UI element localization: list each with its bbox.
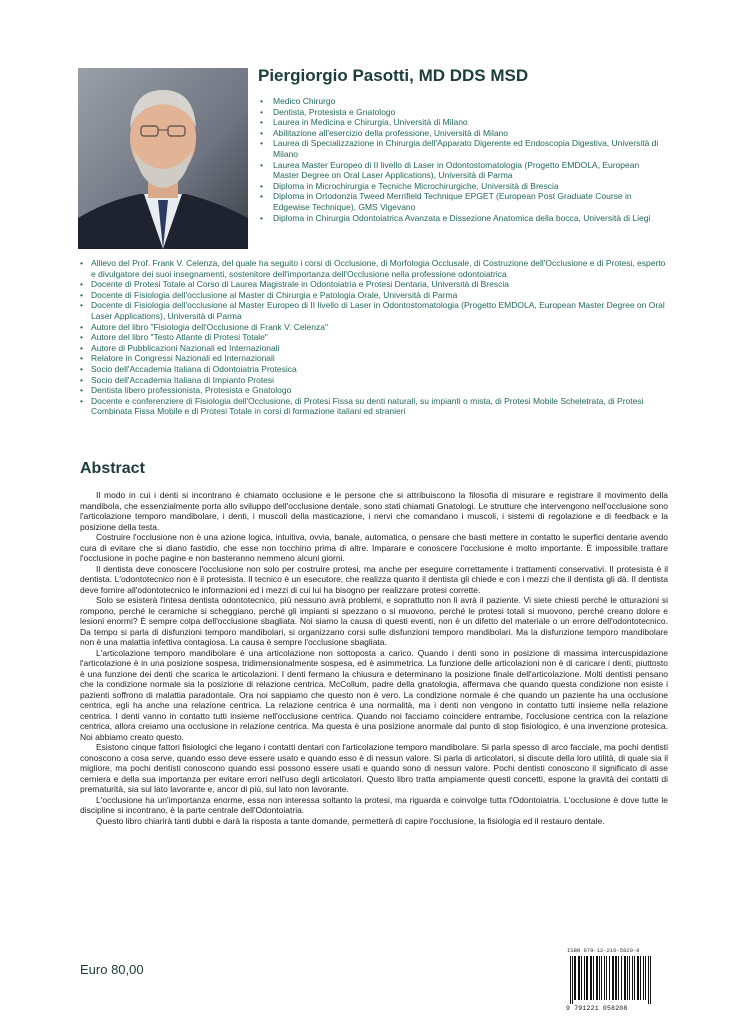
barcode-bar	[596, 956, 598, 1000]
barcode-bar	[604, 956, 605, 1000]
barcode-bar	[584, 956, 585, 1000]
abstract-heading: Abstract	[80, 460, 145, 477]
barcode-bar	[632, 956, 633, 1000]
list-item: • Docente di Protesi Totale al Corso di Laurea Magistrale in Odontoiatria e Protesi Dentaria, Università di Brescia	[80, 279, 670, 290]
barcode-bar	[627, 956, 628, 1000]
barcode-bar	[609, 956, 610, 1000]
author-photo	[78, 68, 248, 249]
author-portrait-illustration	[78, 68, 248, 249]
abstract-paragraph: Costruire l'occlusione non è una azione logica, intuitiva, ovvia, banale, automatica, o pensare che basti mettere in contatto le superfici dentarie avendo cura di evitare che si diano fastidio, che esse non tocchino prima di altre. Imparare e conoscere l'occlusione è molto importante. È impossibile trattare l'occlusione in poche pagine e non basteranno nemmeno alcuni giorni.	[80, 532, 668, 563]
abstract-paragraph: Questo libro chiarirà tanti dubbi e darà la risposta a tante domande, permetterà di capire l'occlusione, la fisiologia ed il restauro dentale.	[96, 815, 605, 826]
barcode-bar	[624, 956, 626, 1000]
barcode-bar	[643, 956, 644, 1000]
barcode-bar	[637, 956, 639, 1000]
barcode-bar	[593, 956, 594, 1000]
barcode-digits: 9 791221 058208	[566, 1005, 628, 1012]
barcode-bar	[570, 956, 571, 1004]
abstract-paragraph: Solo se esisterà l'intesa dentista odontotecnico, più nessuno avrà problemi, e soprattutto non li avrà il paziente. Vi siete chiesti perché le otturazioni si rompono, perché le ceramiche si scheggiano, perché gli impianti si spezzano o si muovono, perché le protesi totali si muovono, perché creano dolore e lesioni enormi? È sempre colpa dell'occlusione sbagliata. Noi siamo la causa di questi eventi, non è un difetto del materiale o un errore dell'odontotecnico. Da tempo si parla di disfunzioni temporo mandibolari, si organizzano corsi sulle disfunzioni temporo mandibolari. Ma la disfunzione temporo mandibolare non è una malattia infettiva contagiosa. La causa è sempre l'occlusione sbagliata.	[80, 595, 668, 647]
barcode-bar	[618, 956, 619, 1000]
list-item: • Docente di Fisiologia dell'occlusione al Master di Chirurgia e Patologia Orale, Università di Parma	[80, 290, 670, 301]
barcode-bar	[621, 956, 622, 1000]
list-item: • Socio dell'Accademia Italiana di Impianto Protesi	[80, 375, 670, 386]
author-name: Piergiorgio Pasotti, MD DDS MSD	[258, 66, 529, 85]
abstract-paragraph: Il modo in cui i denti si incontrano è chiamato occlusione e le persone che si attribuiscono la filosofia di misurare e registrare il movimento della mandibola, che essenzialmente porta allo sviluppo dell'occlusione dentale, sono stati chiamati Gnatologi. Le strutture che intervengono nell'occlusione sono l'articolazione temporo mandibolare, i denti, i muscoli della masticazione, i nervi che comandano i muscoli, i sistemi di regolazione e di feedback e la posizione della testa.	[80, 490, 668, 532]
isbn-barcode-block	[564, 946, 676, 1016]
list-item: • Diploma in Ortodonzia Tweed Merrifield Technique EPGET (European Post Graduate Course in Edgewise Technique), GMS Vigevano	[260, 191, 660, 212]
credentials-list-top	[260, 96, 660, 223]
barcode-bar	[629, 956, 630, 1000]
isbn-text: ISBN 979-12-210-5820-8	[567, 947, 640, 954]
list-item: • Laurea Master Europeo di II livello di Laser in Odontostomatologia (Progetto EMDOLA, European Master Degree on Oral Laser Applications), Università di Parma	[260, 160, 660, 181]
abstract-body	[80, 490, 668, 826]
barcode-bar	[640, 956, 641, 1000]
barcode-bar	[572, 956, 573, 1004]
barcode-bar	[574, 956, 576, 1000]
barcode-bar	[606, 956, 607, 1000]
abstract-paragraph: Il dentista deve conoscere l'occlusione non solo per costruire protesi, ma anche per eseguire correttamente i trattamenti conservativi. Il protesista è il dentista. L'odontotecnico non è il protesista. Il tecnico è un esecutore, che realizza quanto il dentista gli chiede e con i mezzi che il dentista gli dà. Il dentista deve fornire all'odontotecnico le informazioni ed i mezzi di cui lui ha bisogno per realizzare protesi corrette.	[80, 563, 668, 595]
barcode-bar	[645, 956, 646, 1000]
abstract-paragraph: Esistono cinque fattori fisiologici che legano i contatti dentari con l'articolazione temporo mandibolare. Si parla spesso di arco facciale, ma pochi dentisti conoscono a cosa serve, quando esso deve essere usato e quando esso è di nessun valore. Si parla di articolatori, si discute della loro utilità, di quale sia il migliore, ma pochi dentisti conoscono quando essi possono essere usati e quando sono di nessun valore. Pochi dentisti conoscono il significato di asse cerniera e della sua importanza per evitare errori nell'uso degli articolatori. Questo libro tratta ampiamente questi concetti, espone la gravità dei contatti di prematurità, sia sul lato lavorante e, ancor di più, sul lato non lavorante.	[80, 742, 668, 794]
list-item: • Dentista libero professionista, Protesista e Gnatologo	[80, 385, 670, 396]
list-item: • Allievo del Prof. Frank V. Celenza, del quale ha seguito i corsi di Occlusione, di Morfologia Occlusale, di Costruzione dell'Occlusione e di Protesi, esperto e divulgatore dei suoi insegnamenti, sostenitore dell'importanza dell'Occlusione nella professione odontoiatrica	[80, 258, 670, 279]
list-item: • Diploma in Chirurgia Odontoiatrica Avanzata e Dissezione Anatomica della bocca, Università di Liegi	[260, 213, 660, 224]
list-item: • Autore del libro "Testo Atlante di Protesi Totale"	[80, 332, 670, 343]
barcode-bar	[601, 956, 602, 1000]
barcode-bar	[581, 956, 582, 1000]
barcode-icon	[568, 956, 672, 1004]
list-item: • Autore di Pubblicazioni Nazionali ed Internazionali	[80, 343, 670, 354]
list-item: • Docente e conferenziere di Fisiologia dell'Occlusione, di Protesi Fissa su denti naturali, su impianti o mista, di Protesi Mobile Scheletrata, di Protesi Combinata Fissa Mobile e di Protesi Totale in corsi di formazione italiani ed stranieri	[80, 396, 670, 417]
credentials-list-bottom	[80, 258, 670, 417]
list-item: • Dentista, Protesista e Gnatologo	[260, 107, 660, 118]
list-item: • Laurea in Medicina e Chirurgia, Università di Milano	[260, 117, 660, 128]
barcode-bar	[599, 956, 600, 1000]
list-item: • Socio dell'Accademia Italiana di Odontoiatria Protesica	[80, 364, 670, 375]
list-item: • Laurea di Specializzazione in Chirurgia dell'Apparato Digerente ed Endoscopia Digestiva, Università di Milano	[260, 138, 660, 159]
list-item: • Autore del libro "Fisiologia dell'Occlusione di Frank V. Celenza"	[80, 322, 670, 333]
abstract-paragraph: L'articolazione temporo mandibolare è una articolazione non sottoposta a carico. Quando i denti sono in posizione di massima intercuspidazione l'articolazione è in una posizione sospesa, tridimensionalmente sospesa, ed è asimmetrica. La funzione delle articolazioni non è di caricare i denti, piuttosto è una funzione dei denti che scarica le articolazioni. I denti fermano la chiusura e determinano la posizione finale dell'articolazione. Molti dentisti pensano che la condizione normale sia la posizione di relazione centrica. McCollum, padre della gnatologia, affermava che quando questa condizione non esiste i pazienti soffrono di malattia paradontale. Ora noi sappiamo che questo non è vero. La condizione normale è che quando un paziente ha una occlusione centrica, egli ha anche una relazione centrica. La relazione centrica è una normalità, ma i denti non vengono in contatto tutti insieme nella relazione centrica. I denti vanno in contatto tutti insieme nell'occlusione centrica. Quando noi facciamo coincidere entrambe, l'occlusione centrica con la relazione centrica, allora creiamo una occlusione in relazione centrica. Ma questa è una posizione anormale dal punto di stop fisiologico, è una invenzione protesica. Noi abbiamo creato questo.	[80, 647, 668, 742]
barcode-bar	[650, 956, 651, 1004]
list-item: • Medico Chirurgo	[260, 96, 660, 107]
abstract-paragraph: L'occlusione ha un'importanza enorme, essa non interessa soltanto la protesi, ma riguarda e coinvolge tutta l'Odontoiatria. L'occlusione è dove tutte le discipline si incontrano, è la parte centrale dell'Odontoiatria.	[80, 794, 668, 815]
barcode-bar	[615, 956, 617, 1000]
barcode-bar	[590, 956, 592, 1000]
barcode-bar	[586, 956, 588, 1000]
price-label: Euro 80,00	[80, 962, 144, 977]
barcode-bar	[578, 956, 580, 1000]
barcode-bar	[634, 956, 635, 1000]
list-item: • Diploma in Microchirurgia e Tecniche Microchirurgiche, Università di Brescia	[260, 181, 660, 192]
barcode-bar	[648, 956, 649, 1004]
list-item: • Docente di Fisiologia dell'occlusione al Master Europeo di II livello di Laser in Odontostomatologia (Progetto EMDOLA, European Master Degree on Oral Laser Applications), Università di Parma	[80, 300, 670, 321]
list-item: • Abilitazione all'esercizio della professione, Università di Milano	[260, 128, 660, 139]
barcode-bar	[612, 956, 614, 1000]
list-item: • Relatore in Congressi Nazionali ed Internazionali	[80, 353, 670, 364]
